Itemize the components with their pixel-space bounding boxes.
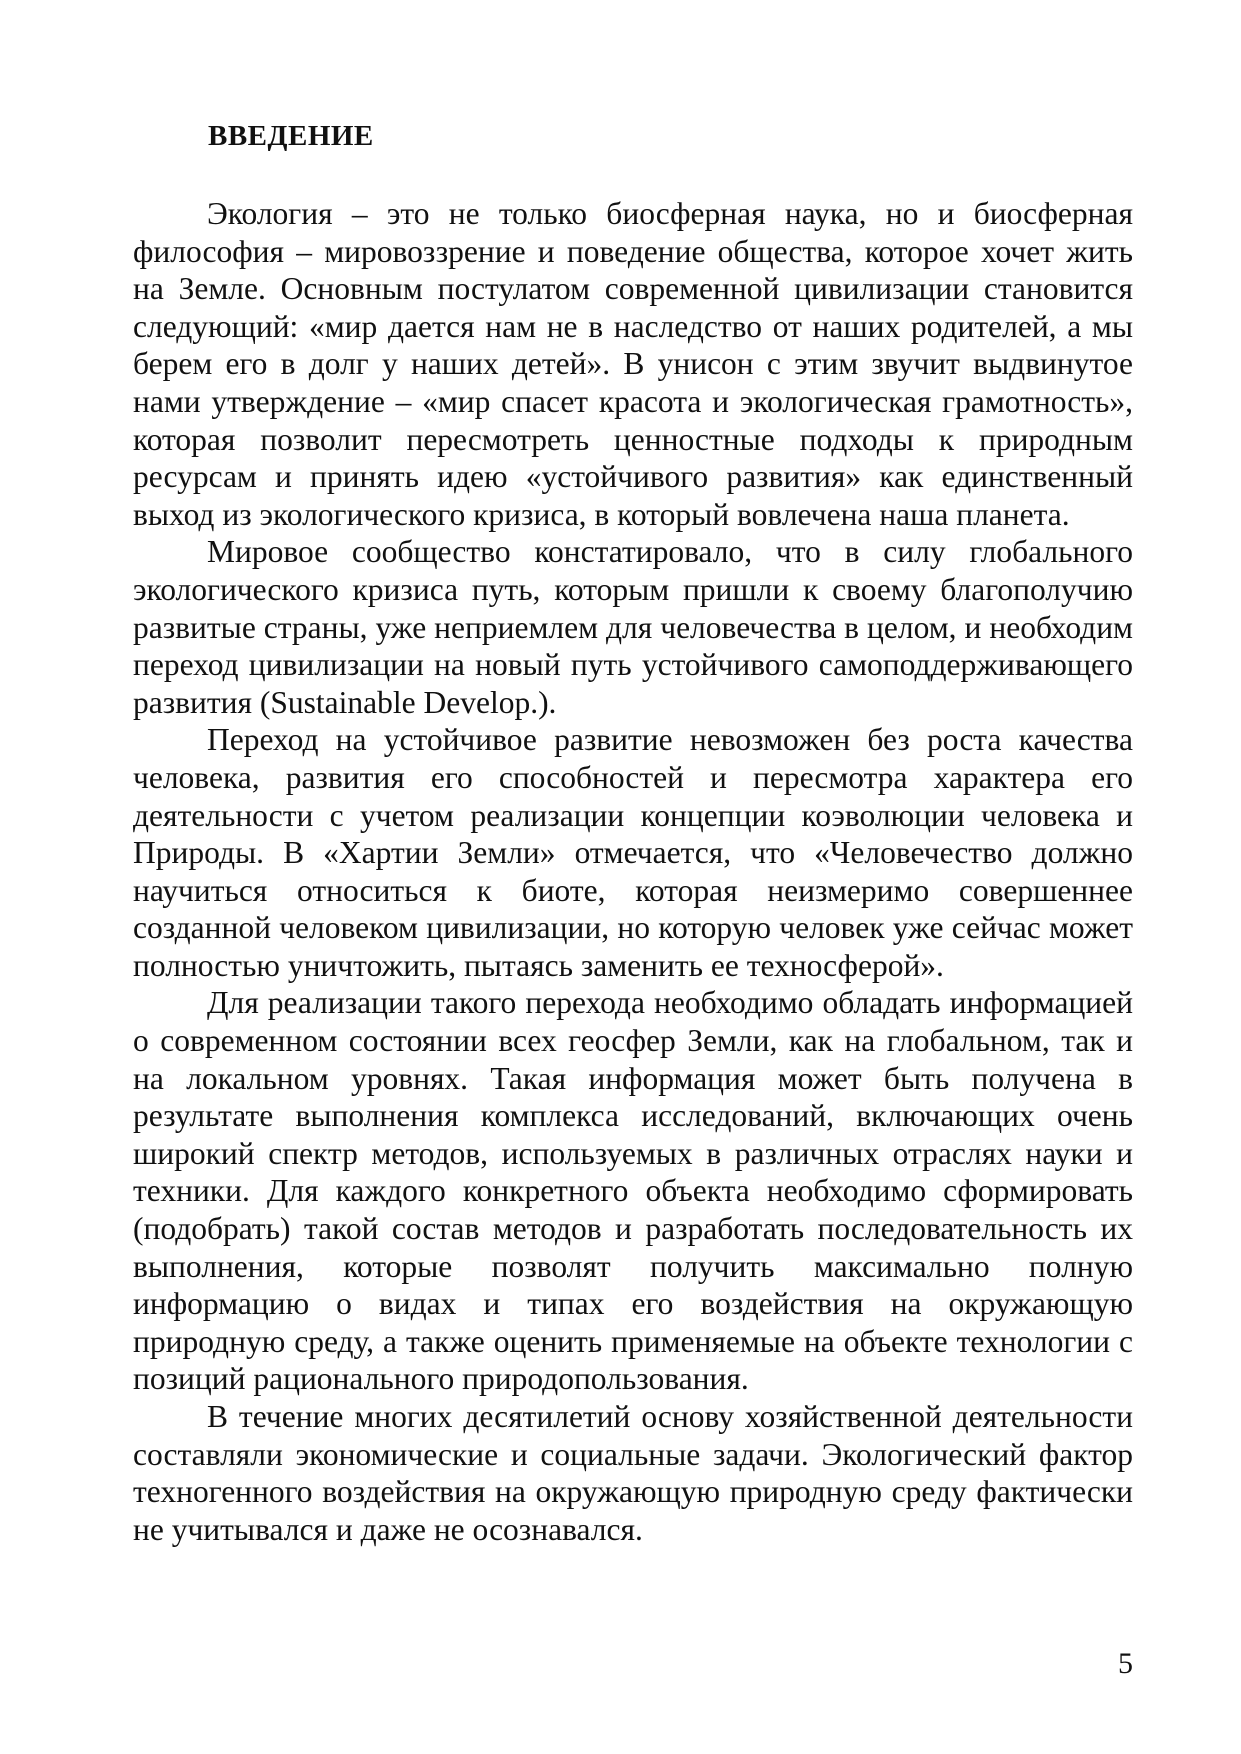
section-heading: ВВЕДЕНИЕ [208, 120, 374, 152]
paragraph-2: Мировое сообщество констатировало, что в силу глобального экологического кризиса путь, которым пришли к своему благополучию развитые страны, уже неприемлем для человечества в целом, и необходим переход цивилизации на новый путь устойчивого самоподдерживающего развития (Sustainable Develop.). [133, 534, 1133, 720]
paragraph-4: Для реализации такого перехода необходимо обладать информацией о современном состоянии всех геосфер Земли, как на глобальном, так и на локальном уровнях. Такая информация может быть получена в результате выполнения комплекса исследований, включающих очень широкий спектр методов, используемых в различных отраслях науки и техники. Для каждого конкретного объекта необходимо сформировать (подобрать) такой состав методов и разработать последовательность их выполнения, которые позволят получить максимально полную информацию о видах и типах его воздействия на окружающую природную среду, а также оценить применяемые на объекте технологии с позиций рационального природопользования. [133, 985, 1133, 1397]
page-number: 5 [1118, 1647, 1133, 1680]
paragraph-3: Переход на устойчивое развитие невозможен без роста качества человека, развития его способностей и пересмотра характера его деятельности с учетом реализации концепции коэволюции человека и Природы. В «Хартии Земли» отмечается, что «Человечество должно научиться относиться к биоте, которая неизмеримо совершеннее созданной человеком цивилизации, но которую человек уже сейчас может полностью уничтожить, пытаясь заменить ее техносферой». [133, 722, 1133, 983]
paragraph-5: В течение многих десятилетий основу хозяйственной деятельности составляли экономические и социальные задачи. Экологический фактор техногенного воздействия на окружающую природную среду фактически не учитывался и даже не осознавался. [133, 1399, 1133, 1547]
paragraph-1: Экология – это не только биосферная наука, но и биосферная философия – мировоззрение и поведение общества, которое хочет жить на Земле. Основным постулатом современной цивилизации становится следующий: «мир дается нам не в наследство от наших родителей, а мы берем его в долг у наших детей». В унисон с этим звучит выдвинутое нами утверждение – «мир спасет красота и экологическая грамотность», которая позволит пересмотреть ценностные подходы к природным ресурсам и принять идею «устойчивого развития» как единственный выход из экологического кризиса, в который вовлечена наша планета. [133, 196, 1133, 532]
body-text [133, 195, 1133, 1548]
